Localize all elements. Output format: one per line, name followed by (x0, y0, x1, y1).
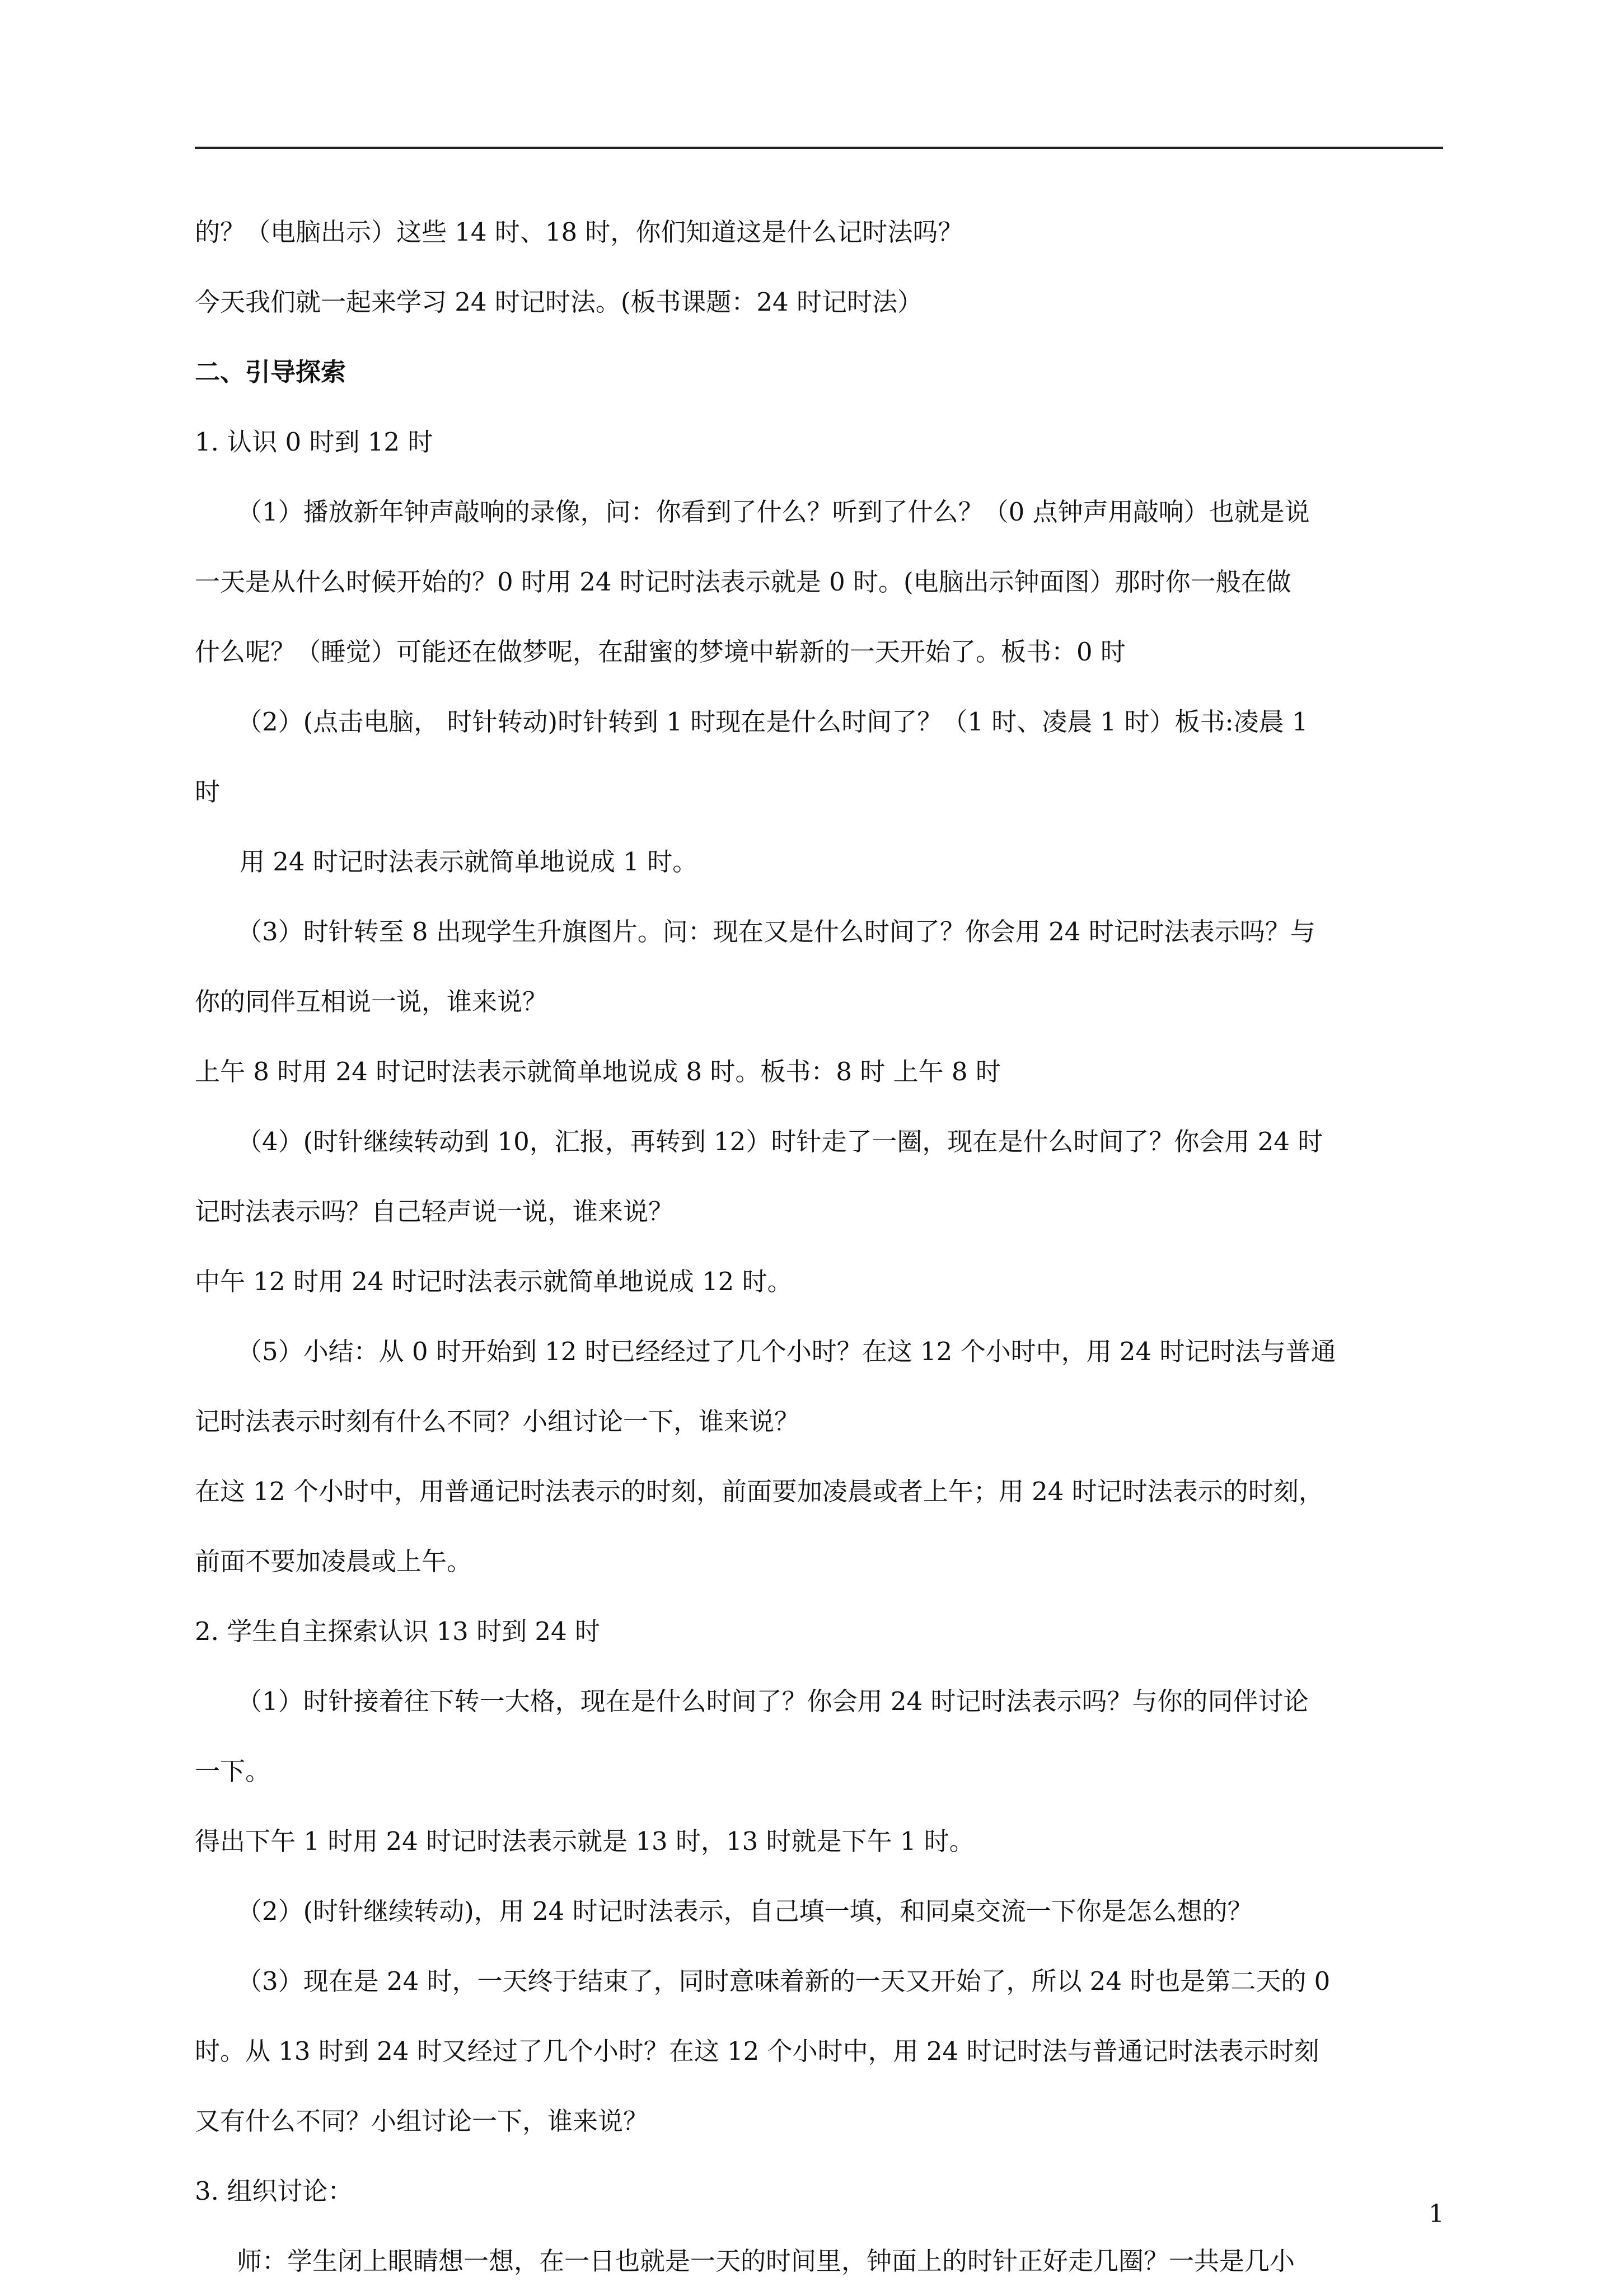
text-line: （1）时针接着往下转一大格，现在是什么时间了？你会用 24 时记时法表示吗？与你的同伴讨论 (237, 1686, 1309, 1716)
text-line: 又有什么不同？小组讨论一下，谁来说？ (195, 2106, 649, 2136)
text-line: （5）小结：从 0 时开始到 12 时已经经过了几个小时？在这 12 个小时中，用 24 时记时法与普通 (237, 1337, 1336, 1366)
text-line: （2）(点击电脑， 时针转动)时针转到 1 时现在是什么时间了？（1 时、凌晨 1 时）板书:凌晨 1 (237, 707, 1308, 737)
text-line: 时。从 13 时到 24 时又经过了几个小时？在这 12 个小时中，用 24 时记时法与普通记时法表示时刻 (195, 2036, 1319, 2066)
text-line: 用 24 时记时法表示就简单地说成 1 时。 (240, 847, 698, 877)
text-line: 记时法表示时刻有什么不同？小组讨论一下，谁来说？ (195, 1407, 800, 1436)
text-line: 一天是从什么时候开始的？0 时用 24 时记时法表示就是 0 时。(电脑出示钟面图）那时你一般在做 (195, 567, 1291, 597)
text-line: （4）(时针继续转动到 10，汇报，再转到 12）时针走了一圈，现在是什么时间了？你会用 24 时 (237, 1127, 1323, 1156)
header-rule (195, 147, 1443, 149)
text-line: （2）(时针继续转动)，用 24 时记时法表示，自己填一填，和同桌交流一下你是怎么想的？ (237, 1896, 1253, 1926)
text-line: 在这 12 个小时中，用普通记时法表示的时刻，前面要加凌晨或者上午；用 24 时记时法表示的时刻， (195, 1477, 1324, 1506)
page-number: 1 (1429, 2200, 1444, 2228)
text-line: 前面不要加凌晨或上午。 (195, 1547, 472, 1576)
text-line: （3）时针转至 8 出现学生升旗图片。问：现在又是什么时间了？你会用 24 时记时法表示吗？与 (237, 917, 1315, 946)
text-line: （1）播放新年钟声敲响的录像，问：你看到了什么？听到了什么？（0 点钟声用敲响）也就是说 (237, 497, 1310, 527)
text-line: 时 (195, 777, 221, 807)
text-line: 的？（电脑出示）这些 14 时、18 时，你们知道这是什么记时法吗？ (195, 217, 963, 247)
text-line: 你的同伴互相说一说，谁来说？ (195, 987, 548, 1016)
subsection-heading: 3. 组织讨论： (195, 2176, 353, 2206)
document-body (195, 197, 1443, 2296)
text-line: （3）现在是 24 时，一天终于结束了，同时意味着新的一天又开始了，所以 24 时也是第二天的 0 (237, 1966, 1331, 1996)
text-line: 中午 12 时用 24 时记时法表示就简单地说成 12 时。 (195, 1267, 793, 1296)
subsection-heading: 1. 认识 0 时到 12 时 (195, 427, 433, 457)
section-heading: 二、引导探索 (195, 357, 347, 387)
text-line: 一下。 (195, 1756, 271, 1786)
text-line: 得出下午 1 时用 24 时记时法表示就是 13 时，13 时就是下午 1 时。 (195, 1826, 975, 1856)
text-line: 师：学生闭上眼睛想一想，在一日也就是一天的时间里，钟面上的时针正好走几圈？一共是几小 (237, 2246, 1295, 2276)
text-line: 记时法表示吗？自己轻声说一说，谁来说？ (195, 1197, 674, 1226)
text-line: 今天我们就一起来学习 24 时记时法。(板书课题：24 时记时法） (195, 287, 923, 317)
text-line: 什么呢？（睡觉）可能还在做梦呢，在甜蜜的梦境中崭新的一天开始了。板书：0 时 (195, 637, 1126, 667)
subsection-heading: 2. 学生自主探索认识 13 时到 24 时 (195, 1616, 600, 1646)
text-line: 上午 8 时用 24 时记时法表示就简单地说成 8 时。板书：8 时 上午 8 时 (195, 1057, 1001, 1086)
